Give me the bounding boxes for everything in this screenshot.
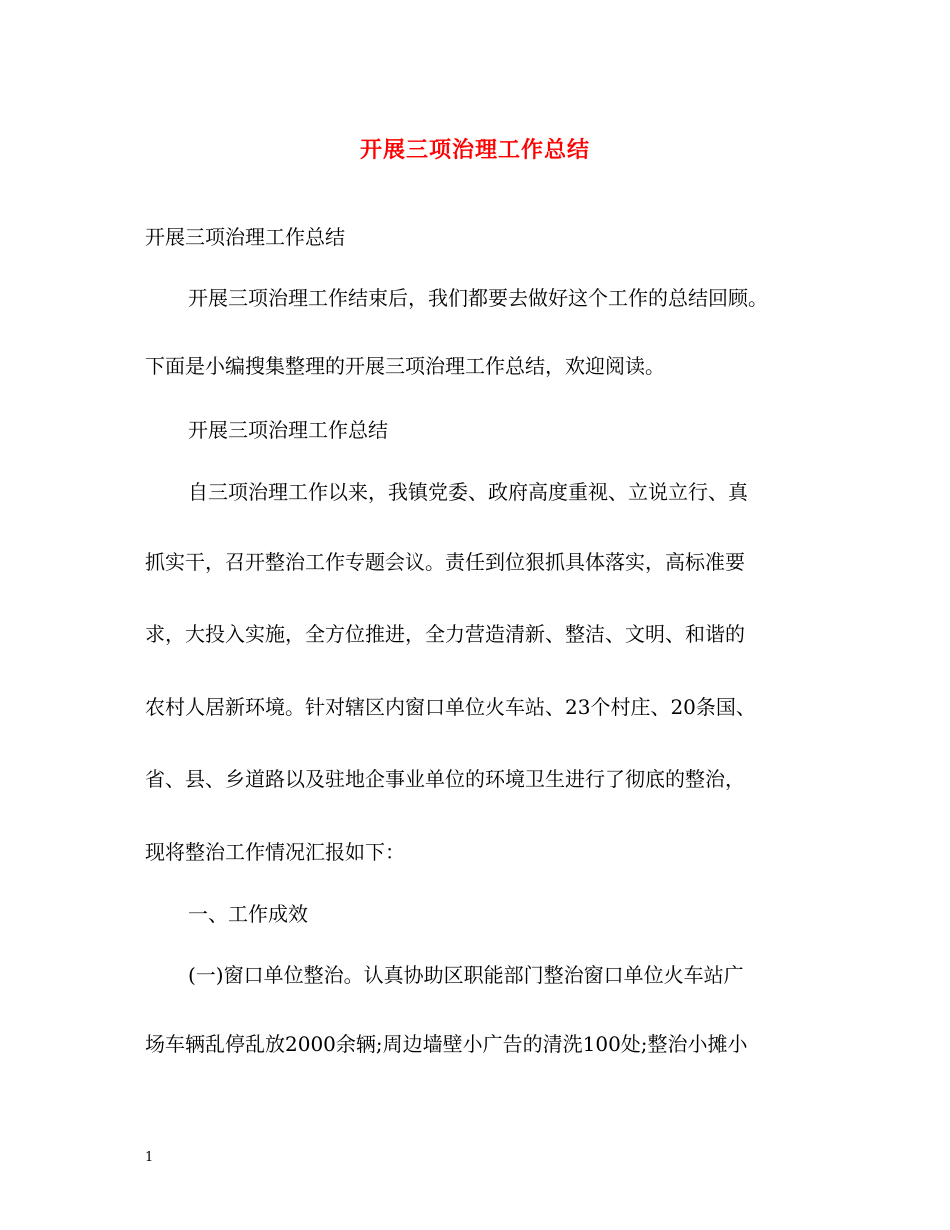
document-title: 开展三项治理工作总结	[359, 137, 590, 163]
paragraph-line: 农村人居新环境。针对辖区内窗口单位火车站、23个村庄、20条国、	[145, 695, 756, 719]
paragraph-line: 下面是小编搜集整理的开展三项治理工作总结，欢迎阅读。	[145, 354, 665, 378]
section-heading: 一、工作成效	[188, 902, 308, 926]
paragraph-line: 省、县、乡道路以及驻地企事业单位的环境卫生进行了彻底的整治，	[145, 767, 745, 791]
section-heading: 开展三项治理工作总结	[188, 418, 388, 442]
paragraph-line: 求，大投入实施，全方位推进，全力营造清新、整洁、文明、和谐的	[145, 622, 745, 646]
paragraph-line: 开展三项治理工作结束后，我们都要去做好这个工作的总结回顾。	[188, 286, 768, 310]
paragraph-line: 现将整治工作情况汇报如下：	[145, 840, 405, 864]
page-number: 1	[145, 1150, 154, 1165]
paragraph-line: 抓实干，召开整治工作专题会议。责任到位狠抓具体落实，高标准要	[145, 550, 745, 574]
paragraph-line: (一)窗口单位整治。认真协助区职能部门整治窗口单位火车站广	[188, 963, 744, 987]
paragraph-line: 场车辆乱停乱放2000余辆;周边墙壁小广告的清洗100处;整治小摊小	[145, 1032, 748, 1056]
section-heading: 开展三项治理工作总结	[145, 225, 345, 249]
paragraph-line: 自三项治理工作以来，我镇党委、政府高度重视、立说立行、真	[188, 480, 748, 504]
